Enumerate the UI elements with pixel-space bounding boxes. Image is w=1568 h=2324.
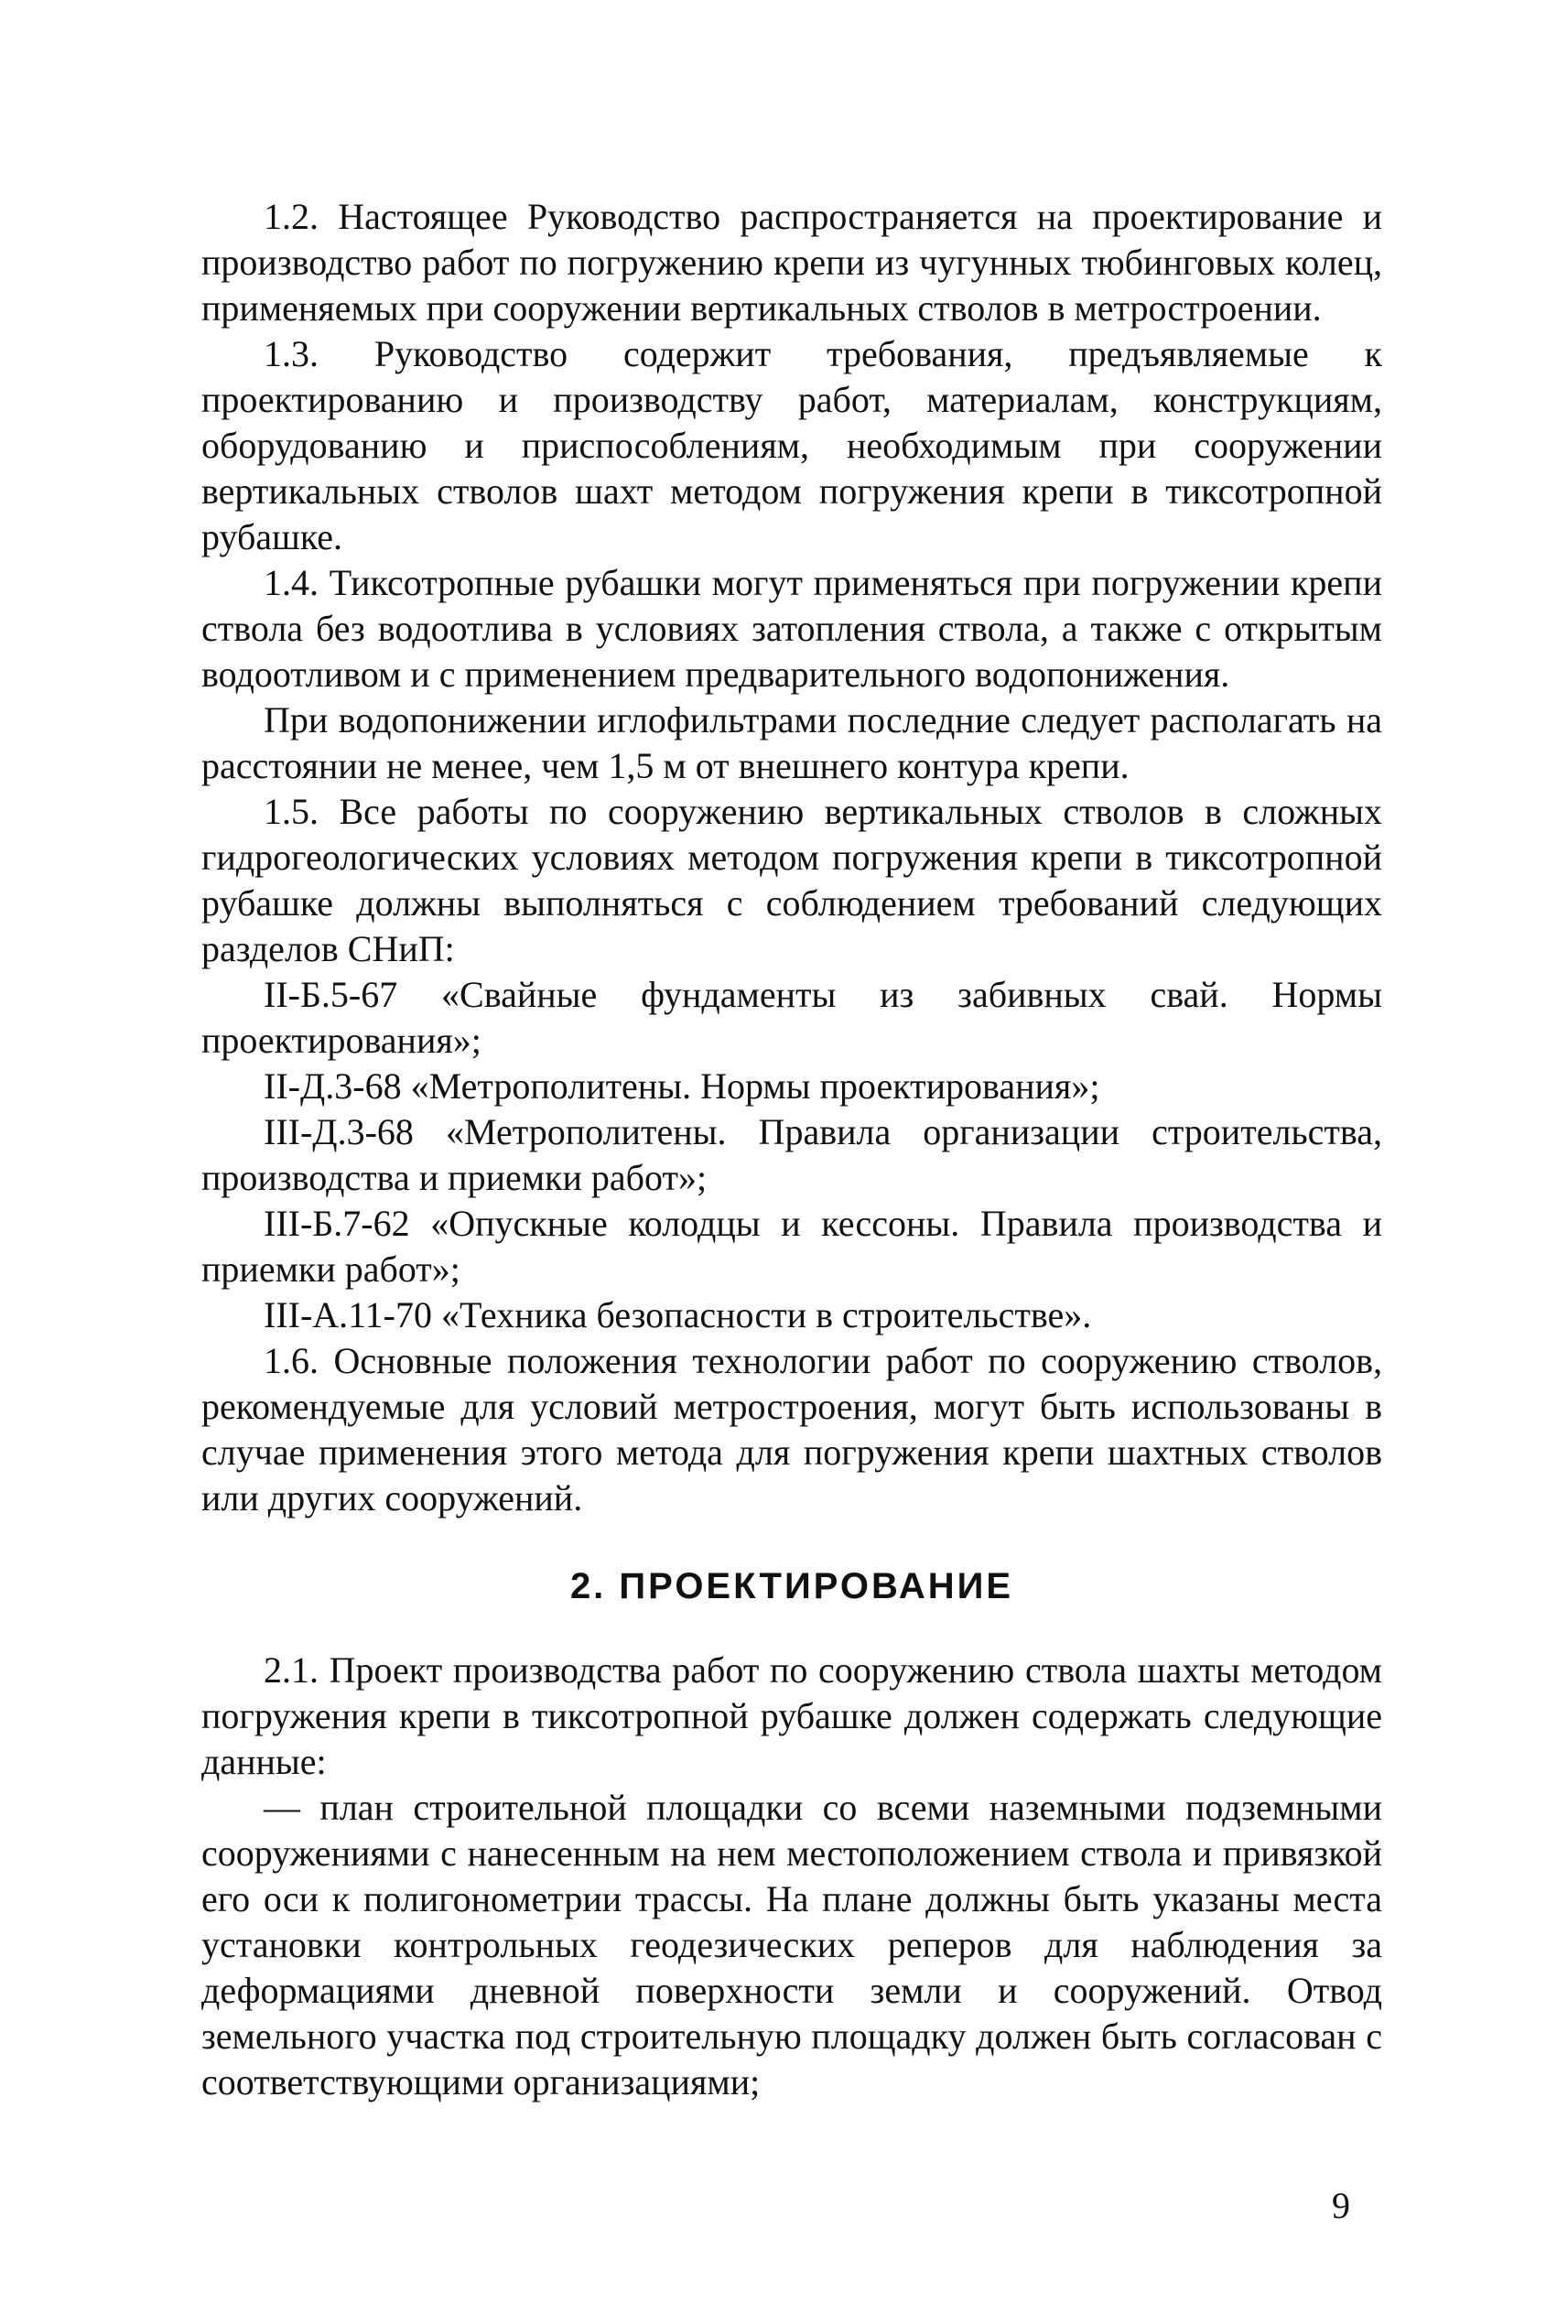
snip-reference-3: III-Д.3-68 «Метрополитены. Правила организации строительства, производства и приемки работ»; <box>201 1111 1382 1198</box>
snip-reference-4: III-Б.7-62 «Опускные колодцы и кессоны. Правила производства и приемки работ»; <box>201 1203 1382 1290</box>
paragraph-2-1: 2.1. Проект производства работ по сооружению ствола шахты методом погружения крепи в тиксотропной рубашке должен содержать следующие данные: <box>201 1649 1382 1782</box>
paragraph-1-2: 1.2. Настоящее Руководство распространяется на проектирование и производство работ по погружению крепи из чугунных тюбинговых колец, применяемых при сооружении вертикальных стволов в метростроении. <box>201 196 1382 329</box>
snip-reference-5: III-А.11-70 «Техника безопасности в строительстве». <box>264 1294 1092 1335</box>
section-2-heading: 2. ПРОЕКТИРОВАНИЕ <box>569 1566 1014 1606</box>
snip-reference-1: II-Б.5-67 «Свайные фундаменты из забивных свай. Нормы проектирования»; <box>201 974 1382 1061</box>
section-1-body <box>201 194 1382 1521</box>
section-2-body <box>201 1648 1382 2105</box>
paragraph-1-4: 1.4. Тиксотропные рубашки могут применяться при погружении крепи ствола без водоотлива в условиях затопления ствола, а также с открытым водоотливом и с применением предварительного водопонижения. <box>201 562 1382 695</box>
paragraph-1-6: 1.6. Основные положения технологии работ по сооружению стволов, рекомендуемые для условий метростроения, могут быть использованы в случае применения этого метода для погружения крепи шахтных стволов или других сооружений. <box>201 1340 1382 1519</box>
paragraph-1-3: 1.3. Руководство содержит требования, предъявляемые к проектированию и производству работ, материалам, конструкциям, оборудованию и приспособлениям, необходимым при сооружении вертикальных стволов шахт методом погружения крепи в тиксотропной рубашке. <box>201 333 1382 557</box>
document-page <box>201 194 1382 2105</box>
snip-reference-2: II-Д.3-68 «Метрополитены. Нормы проектирования»; <box>264 1065 1100 1107</box>
paragraph-wellpoint-note: При водопонижении иглофильтрами последние следует располагать на расстоянии не менее, чем 1,5 м от внешнего контура крепи. <box>201 699 1382 786</box>
paragraph-1-5: 1.5. Все работы по сооружению вертикальных стволов в сложных гидрогеологических условиях методом погружения крепи в тиксотропной рубашке должны выполняться с соблюдением требований следующих разделов СНиП: <box>201 791 1382 969</box>
paragraph-site-plan: — план строительной площадки со всеми наземными подземными сооружениями с нанесенным на нем местоположением ствола и привязкой его оси к полигонометрии трассы. На плане должны быть указаны места установки контрольных геодезических реперов для наблюдения за деформациями дневной поверхности земли и сооружений. Отвод земельного участка под строительную площадку должен быть согласован с соответствующими организациями; <box>201 1787 1382 2102</box>
page-number: 9 <box>1332 2185 1350 2226</box>
